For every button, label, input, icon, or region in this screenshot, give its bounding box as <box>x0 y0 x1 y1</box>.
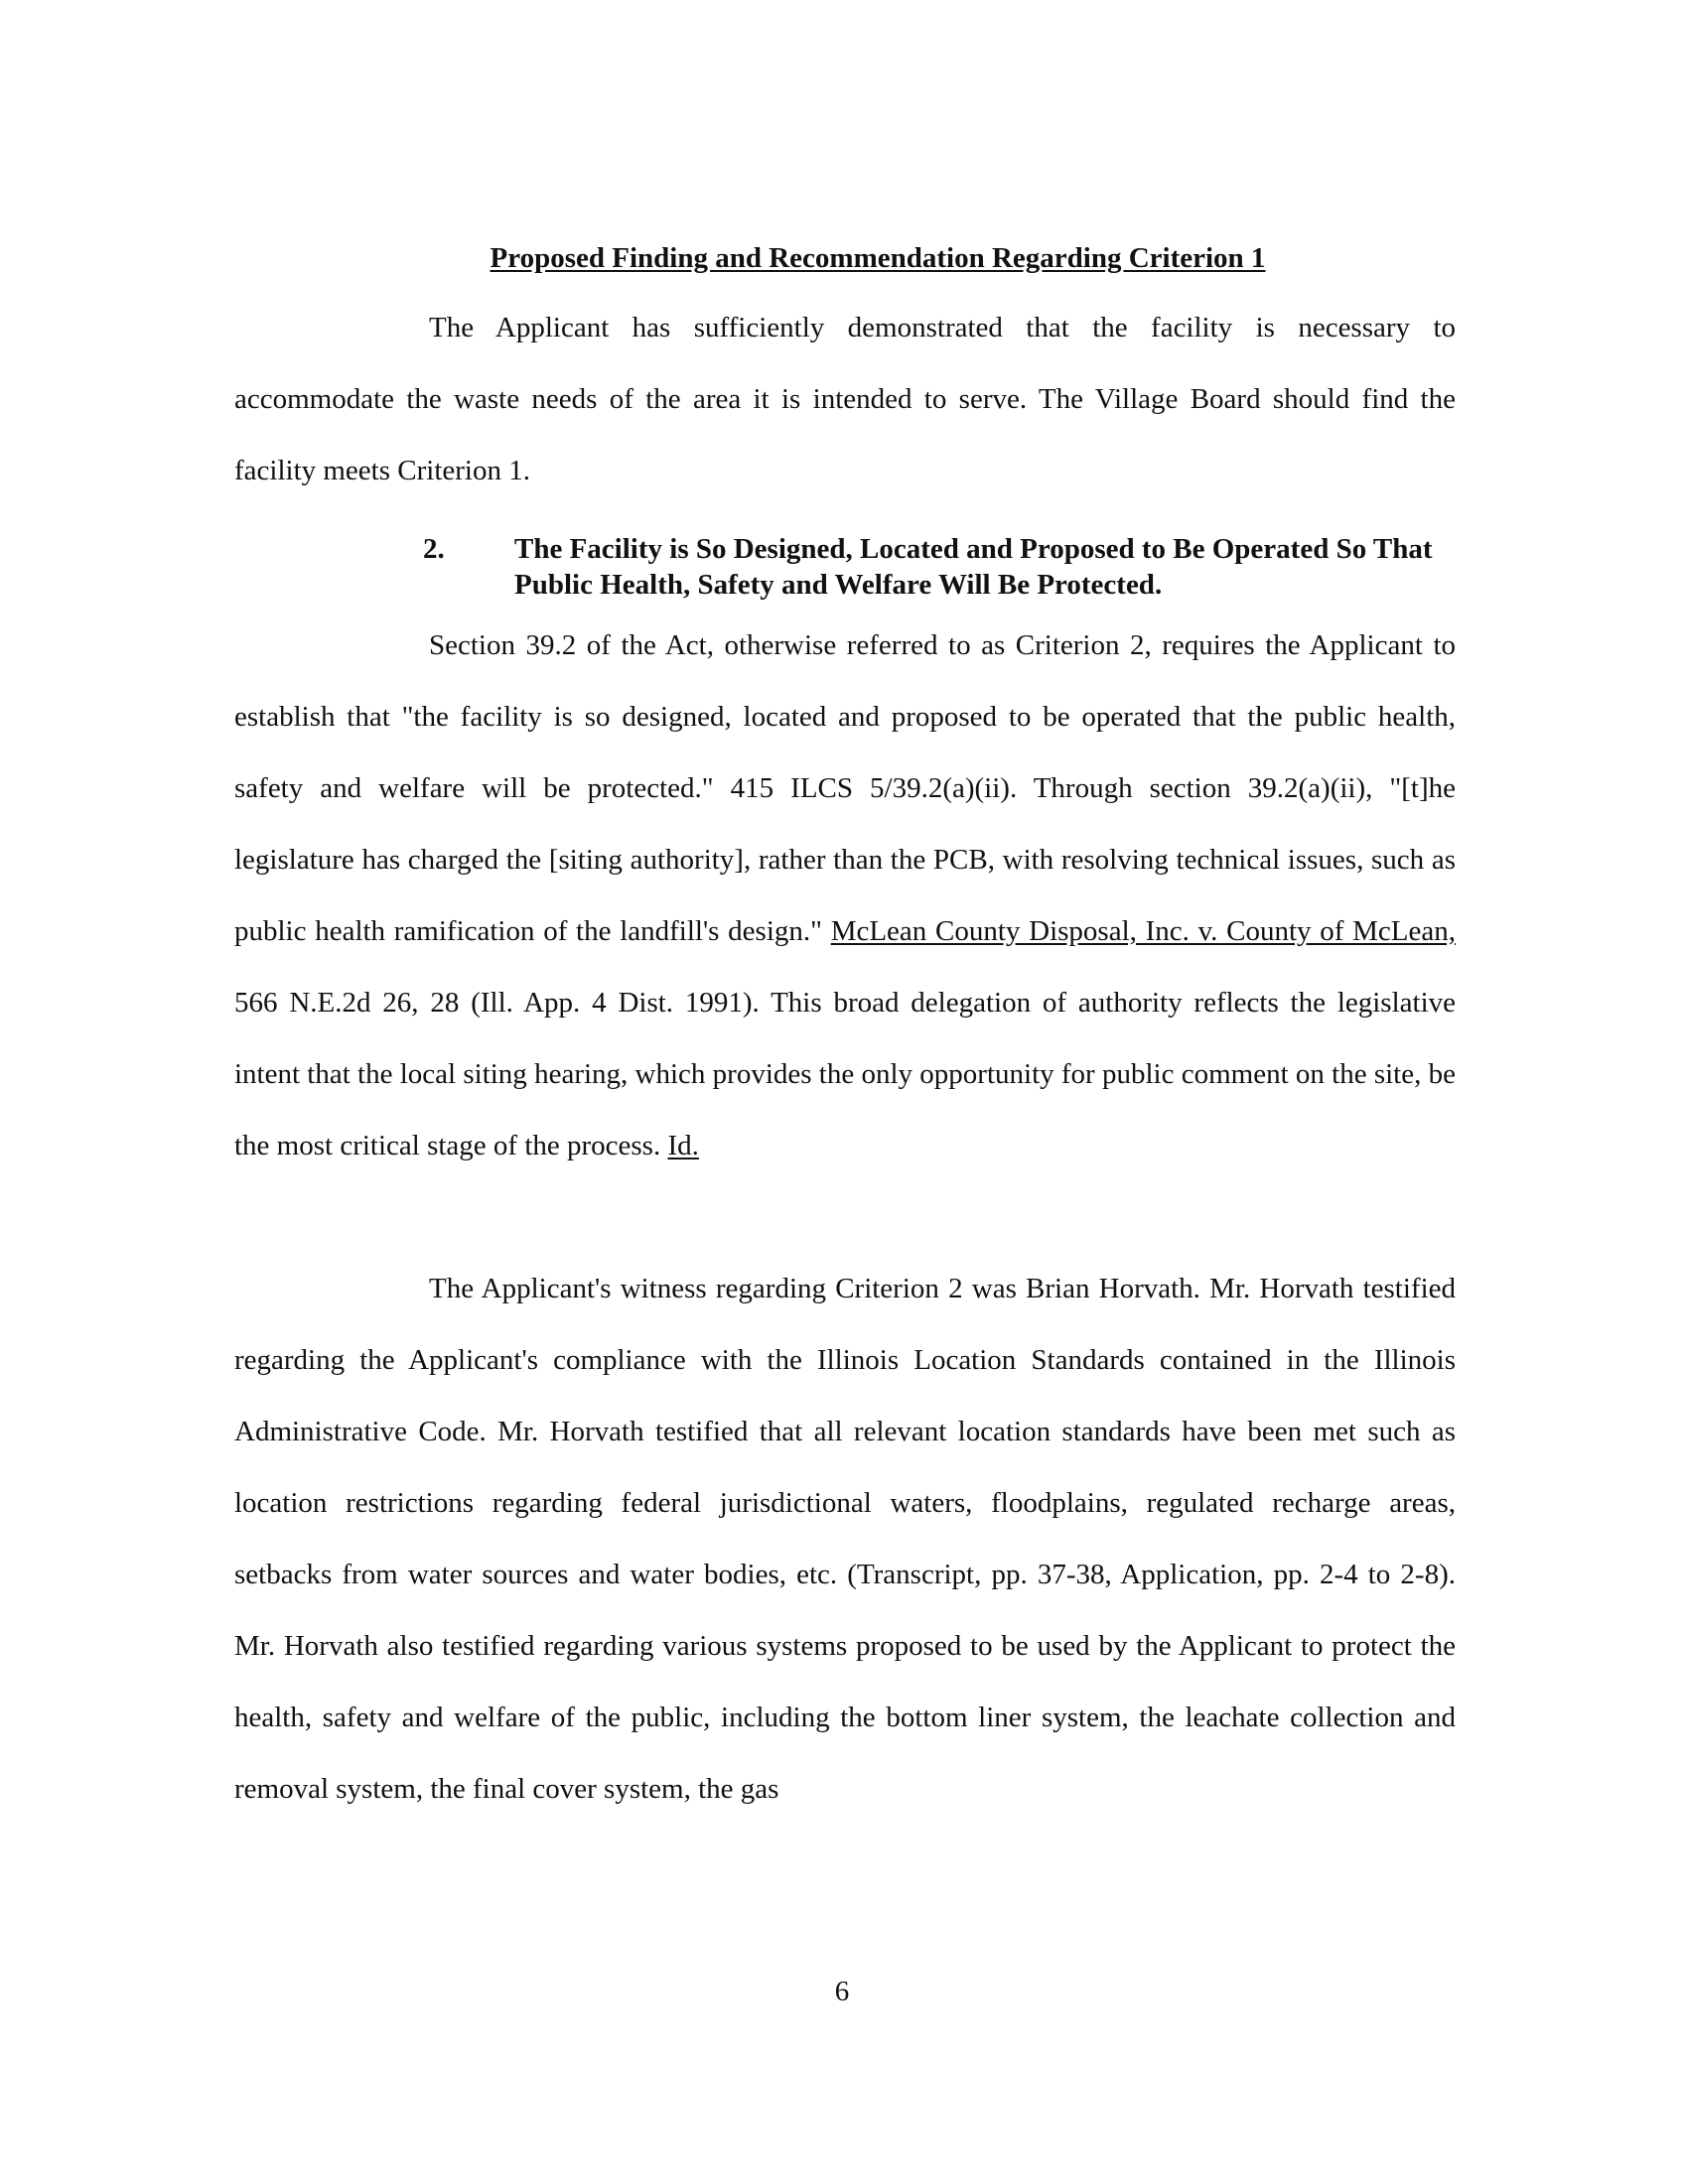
horvath-testimony-text: The Applicant's witness regarding Criterion 2 was Brian Horvath. Mr. Horvath testified regarding the Applicant's compliance with the Illinois Location Standards contained in the Illinois Administrative Code. Mr. Horvath testified that all relevant location standards have been met such as location restrictions regarding federal jurisdictional waters, floodplains, regulated recharge areas, setbacks from water sources and water bodies, etc. (Transcript, pp. 37-38, Application, pp. 2-4 to 2-8). Mr. Horvath also testified regarding various systems proposed to be used by the Applicant to protect the health, safety and welfare of the public, including the bottom liner system, the leachate collection and removal system, the final cover system, the gas <box>234 1273 1456 1805</box>
horvath-testimony-paragraph <box>234 1253 1456 1825</box>
criterion-1-heading: Proposed Finding and Recommendation Regarding Criterion 1 <box>490 242 1266 274</box>
criterion-1-finding-text: The Applicant has sufficiently demonstrated that the facility is necessary to accommodate the waste needs of the area it is intended to serve. The Village Board should find the facility meets Criterion 1. <box>234 312 1456 486</box>
criterion-1-finding-paragraph <box>234 292 1456 506</box>
section-2-number: 2. <box>423 533 445 565</box>
id-citation: Id. <box>667 1130 699 1161</box>
criterion-2-text-part1: Section 39.2 of the Act, otherwise referred to as Criterion 2, requires the Applicant to establish that "the facility is so designed, located and proposed to be operated that the public health, safety and welfare will be protected." 415 ILCS 5/39.2(a)(ii). Through section 39.2(a)(ii), "[t]he legislature has charged the [siting authority], rather than the PCB, with resolving technical issues, such as public health ramification of the landfill's design." <box>234 629 1456 947</box>
criterion-2-text-part2: 566 N.E.2d 26, 28 (Ill. App. 4 Dist. 1991). This broad delegation of authority reflects the legislative intent that the local siting hearing, which provides the only opportunity for public comment on the site, be the most critical stage of the process. <box>234 987 1456 1161</box>
page-number: 6 <box>834 1976 850 2007</box>
section-2-title: The Facility is So Designed, Located and Proposed to Be Operated So That Public Health, Safety and Welfare Will Be Protected. <box>514 533 1433 601</box>
case-citation: McLean County Disposal, Inc. v. County of McLean, <box>830 915 1456 947</box>
criterion-2-legal-paragraph <box>234 610 1456 1181</box>
